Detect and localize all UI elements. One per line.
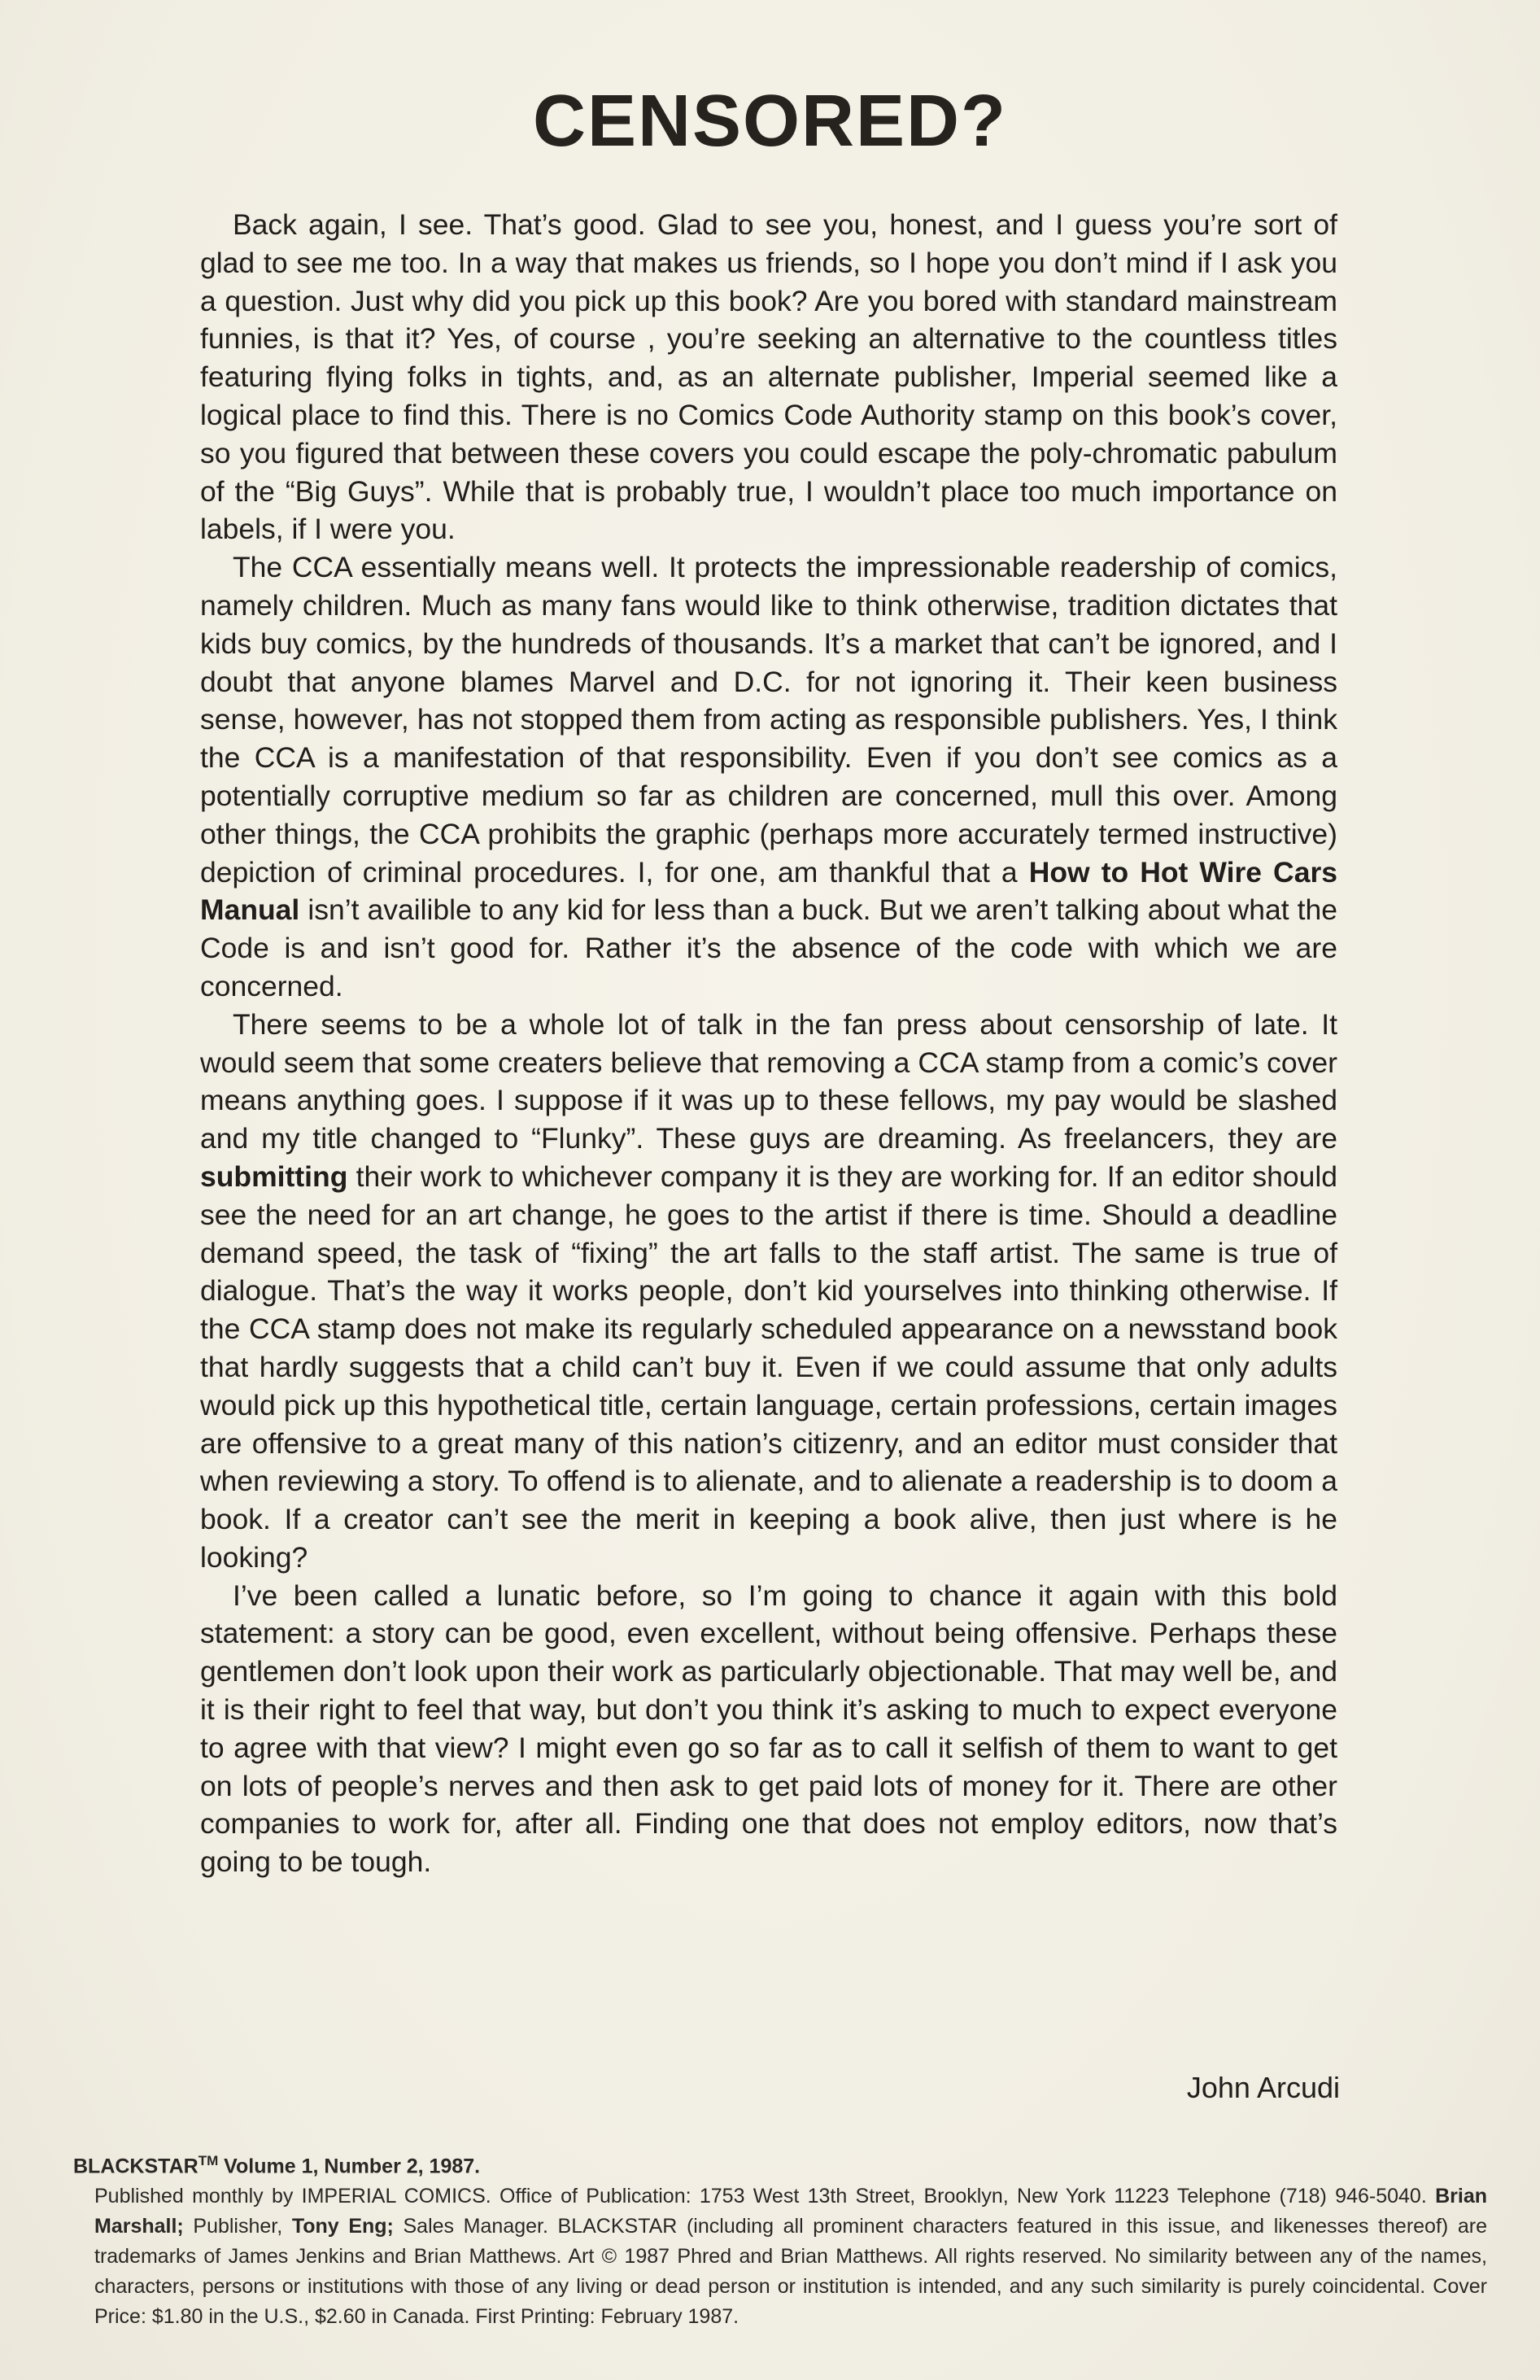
bold-text: submitting: [200, 1159, 348, 1193]
article-body: [200, 206, 1337, 1881]
text-run: There seems to be a whole lot of talk in the fan press about censorship of late. It would seem that some creaters believe that removing a CCA stamp from a comic’s cover means anything goes. I suppose if it was up to these fellows, my pay would be slashed and my title changed to “Flunky”. These guys are dreaming. As freelancers, they are: [200, 1007, 1337, 1155]
text-run: Publisher,: [183, 2215, 292, 2238]
publication-indicia: [73, 2146, 1487, 2332]
masthead-line: [73, 2146, 1487, 2181]
author-signature: John Arcudi: [1186, 2071, 1340, 2104]
paragraph: [200, 1577, 1337, 1881]
text-run: The CCA essentially means well. It protects the impressionable readership of comics, namely children. Much as many fans would like to think otherwise, tradition dictates that kids buy comics, by the hundreds of thousands. It’s a market that can’t be ignored, and I doubt that anyone blames Marvel and D.C. for not ignoring it. Their keen business sense, however, has not stopped them from acting as responsible publishers. Yes, I think the CCA is a manifestation of that responsibility. Even if you don’t see comics as a potentially corruptive medium so far as children are concerned, mull this over. Among other things, the CCA prohibits the graphic (perhaps more accurately termed instructive) depiction of criminal procedures. I, for one, am thankful that a: [200, 551, 1337, 889]
paragraph: [200, 1006, 1337, 1577]
text-run: Back again, I see. That’s good. Glad to see you, honest, and I guess you’re sort of glad to see me too. In a way that makes us friends, so I hope you don’t mind if I ask you a question. Just why did you pick up this book? Are you bored with standard mainstream funnies, is that it? Yes, of course , you’re seeking an alternative to the countless titles featuring flying folks in tights, and, as an alternate publisher, Imperial seemed like a logical place to find this. There is no Comics Code Authority stamp on this book’s cover, so you figured that between these covers you could escape the poly-chromatic pabulum of the “Big Guys”. While that is probably true, I wouldn’t place too much importance on labels, if I were you.: [200, 208, 1337, 546]
paragraph: [200, 206, 1337, 548]
text-run: their work to whichever company it is they are working for. If an editor should see the need for an art change, he goes to the artist if there is time. Should a deadline demand speed, the task of “fixing” the art falls to the staff artist. The same is true of dialogue. That’s the way it works people, don’t kid yourselves into thinking otherwise. If the CCA stamp does not make its regularly scheduled appearance on a newsstand book that hardly suggests that a child can’t buy it. Even if we could assume that only adults would pick up this hypothetical title, certain language, certain professions, certain images are offensive to a great many of this nation’s citizenry, and an editor must consider that when reviewing a story. To offend is to alienate, and to alienate a readership is to doom a book. If a creator can’t see the merit in keeping a book alive, then just where is he looking?: [200, 1159, 1337, 1574]
text-run: Published monthly by IMPERIAL COMICS. Office of Publication: 1753 West 13th Street, Brooklyn, New York 11223 Telephone (718) 946-5040.: [94, 2185, 1436, 2208]
indicia-text: [73, 2181, 1487, 2332]
bold-text: Tony Eng;: [291, 2215, 394, 2238]
paragraph: [200, 548, 1337, 1006]
trademark-mark: TM: [198, 2153, 219, 2168]
text-run: Sales Manager. BLACKSTAR (including all prominent characters featured in this issue, and likenesses thereof) are trademarks of James Jenkins and Brian Matthews. Art © 1987 Phred and Brian Matthews. All rights reserved. No similarity between any of the names, characters, persons or institutions with those of any living or dead person or institution is intended, and any such similarity is purely coincidental. Cover Price: $1.80 in the U.S., $2.60 in Canada. First Printing: February 1987.: [94, 2215, 1487, 2329]
page-title: CENSORED?: [532, 81, 1008, 162]
text-run: isn’t availible to any kid for less than a buck. But we aren’t talking about what the Code is and isn’t good for. Rather it’s the absence of the code with which we are concerned.: [200, 893, 1337, 1002]
issue-info: Volume 1, Number 2, 1987.: [218, 2155, 481, 2178]
bold-text: How to Hot Wire Cars Manual: [200, 855, 1337, 927]
series-title: BLACKSTAR: [73, 2155, 198, 2178]
bold-text: Brian Marshall;: [94, 2185, 1487, 2238]
text-run: I’ve been called a lunatic before, so I’m going to chance it again with this bold statement: a story can be good, even excellent, without being offensive. Perhaps these gentlemen don’t look upon their work as particularly objectionable. That may well be, and it is their right to feel that way, but don’t you think it’s asking to much to expect everyone to agree with that view? I might even go so far as to call it selfish of them to want to get on lots of people’s nerves and then ask to get paid lots of money for it. There are other companies to work for, after all. Finding one that does not employ editors, now that’s going to be tough.: [200, 1579, 1337, 1879]
